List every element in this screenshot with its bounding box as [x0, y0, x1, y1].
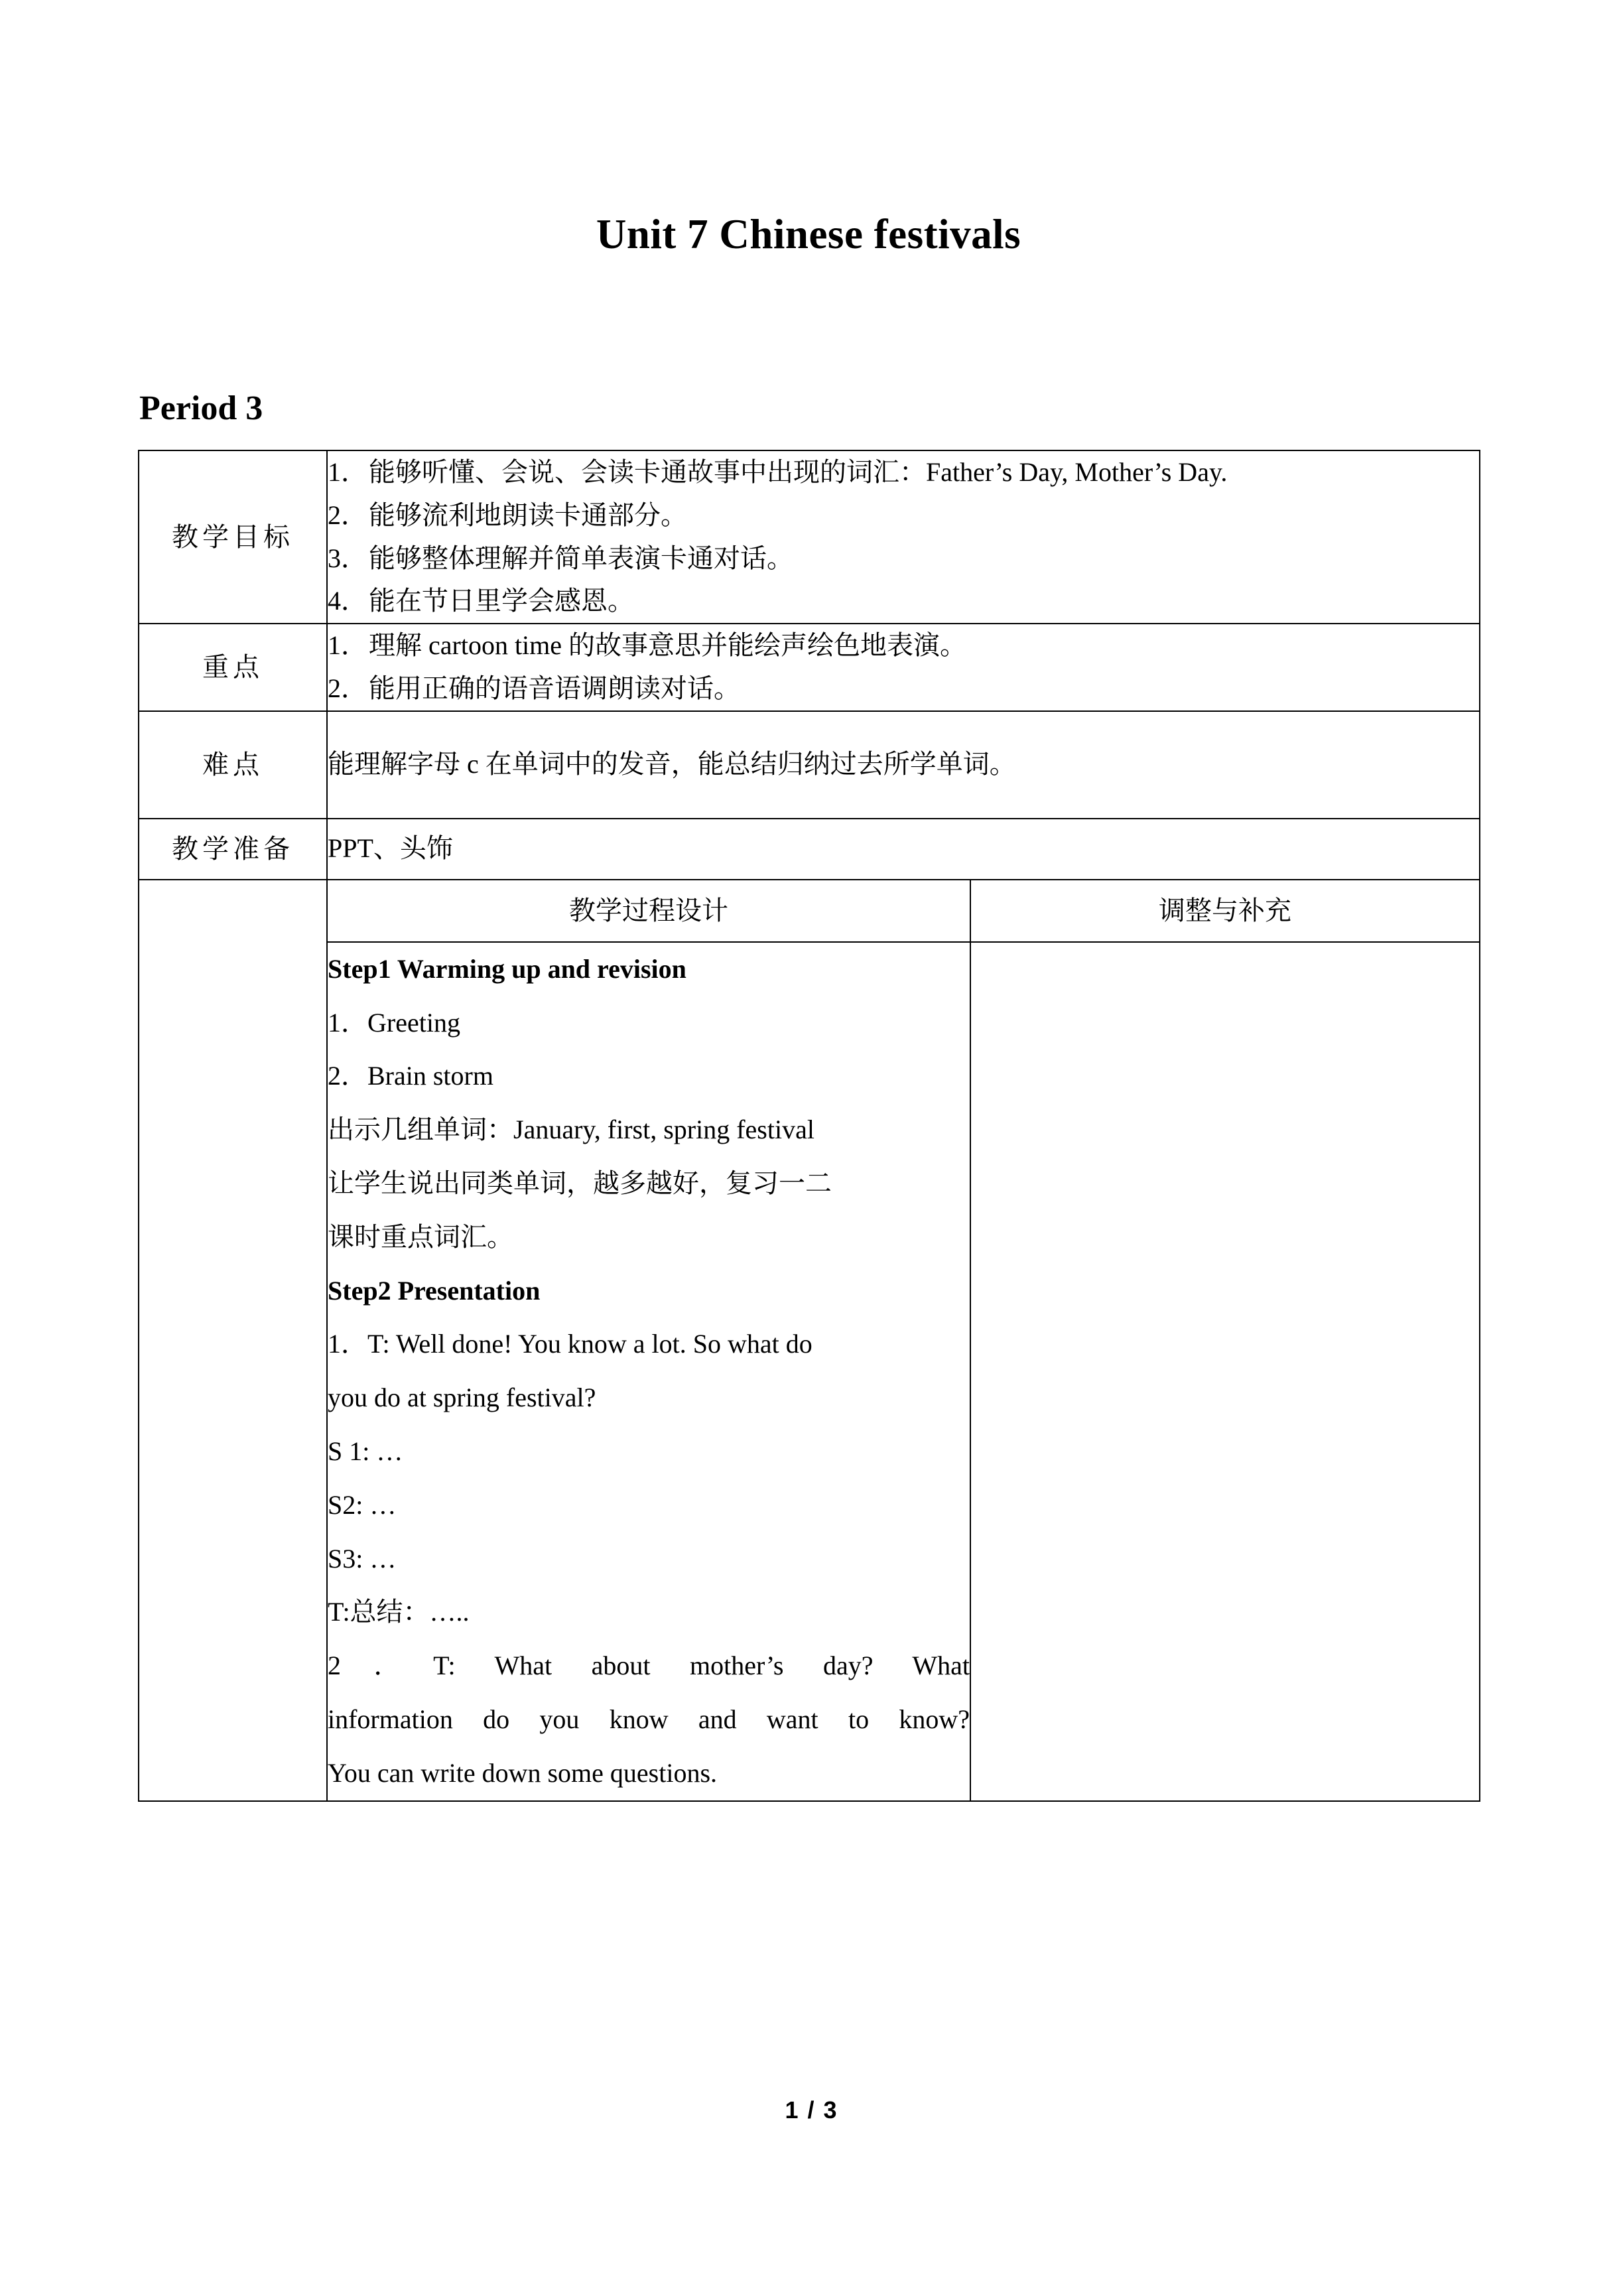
list-item: [328, 580, 1479, 623]
step-title: Step2 Presentation: [328, 1275, 541, 1306]
process-text-line: 让学生说出同类单词，越多越好，复习一二: [328, 1168, 832, 1198]
item-text: 能够流利地朗读卡通部分。: [369, 500, 687, 530]
item-text: 能理解字母 c 在单词中的发音，能总结归纳过去所学单词。: [328, 749, 1016, 779]
period-heading: Period 3: [139, 389, 263, 427]
row-label-key-points: [139, 624, 327, 711]
list-item: [328, 624, 1479, 667]
list-item: [328, 743, 1479, 786]
item-number: 2．: [328, 1061, 367, 1091]
table-row-preparation: [139, 819, 1480, 880]
process-design-content: [327, 942, 970, 1801]
item-number: 1．: [328, 630, 367, 661]
row-label-text: 教学目标: [172, 521, 294, 552]
row-content-preparation: [327, 819, 1480, 880]
row-label-objectives: [139, 450, 327, 624]
process-text-line: 出示几组单词：January, first, spring festival: [328, 1114, 814, 1145]
list-item: [328, 537, 1479, 580]
item-number: 1．: [328, 1329, 367, 1359]
row-label-preparation: [139, 819, 327, 880]
page-title: Unit 7 Chinese festivals: [596, 211, 1021, 257]
process-design-header: 教学过程设计: [327, 880, 970, 942]
item-text: Brain storm: [367, 1061, 493, 1091]
process-text-line: S3: …: [328, 1543, 397, 1574]
item-number: 1．: [328, 457, 367, 487]
row-label-text: 难点: [202, 749, 263, 779]
row-content-key-points: [327, 624, 1480, 711]
item-number: 3．: [328, 543, 367, 573]
process-text-line: you do at spring festival?: [328, 1383, 596, 1413]
process-text-line: S2: …: [328, 1489, 397, 1520]
row-label-process-empty: [139, 880, 327, 1801]
table-row-difficult-points: [139, 711, 1480, 819]
table-row-process-header: [139, 880, 1480, 942]
item-text: 理解 cartoon time 的故事意思并能绘声绘色地表演。: [369, 630, 967, 661]
list-item: [328, 996, 970, 1050]
item-number: 1．: [328, 1007, 367, 1038]
process-text-line: information do you know and want to know?: [328, 1704, 970, 1734]
adjust-supplement-header: 调整与补充: [970, 880, 1480, 942]
item-text: 能够听懂、会说、会读卡通故事中出现的词汇：Father’s Day, Mother’s Day.: [369, 457, 1228, 487]
table-row-key-points: [139, 624, 1480, 711]
step-title: Step1 Warming up and revision: [328, 953, 686, 984]
item-text: T: Well done! You know a lot. So what do: [367, 1329, 812, 1359]
row-label-text: 教学准备: [172, 833, 294, 864]
item-text: PPT、头饰: [328, 833, 453, 864]
adjust-supplement-content[interactable]: [970, 942, 1480, 1801]
list-item: [328, 827, 1479, 870]
lesson-plan-table: [138, 450, 1480, 1802]
list-item: [328, 1317, 970, 1371]
list-item: [328, 494, 1479, 537]
item-number: 4．: [328, 586, 367, 616]
item-text: 能够整体理解并简单表演卡通对话。: [369, 543, 793, 573]
item-text: Greeting: [367, 1007, 460, 1038]
row-content-difficult-points: [327, 711, 1480, 819]
row-content-objectives: [327, 450, 1480, 624]
row-label-text: 重点: [202, 651, 263, 682]
process-text-line: S 1: …: [328, 1436, 403, 1466]
list-item: [328, 1049, 970, 1103]
item-text: 能在节日里学会感恩。: [369, 586, 634, 616]
list-item: [328, 667, 1479, 710]
process-text-line: T:总结：…..: [328, 1597, 470, 1627]
item-number: 2．: [328, 673, 367, 703]
table-row-process-body: [139, 942, 1480, 1801]
table-row-objectives: [139, 450, 1480, 624]
list-item: [328, 451, 1479, 494]
process-text-line: 2．T: What about mother’s day? What: [328, 1651, 970, 1681]
page-number-footer: 1 / 3: [785, 2096, 838, 2124]
process-text-line: 课时重点词汇。: [328, 1221, 513, 1252]
item-number: 2．: [328, 500, 367, 530]
item-text: 能用正确的语音语调朗读对话。: [369, 673, 740, 703]
row-label-difficult-points: [139, 711, 327, 819]
process-text-line: You can write down some questions.: [328, 1757, 718, 1788]
